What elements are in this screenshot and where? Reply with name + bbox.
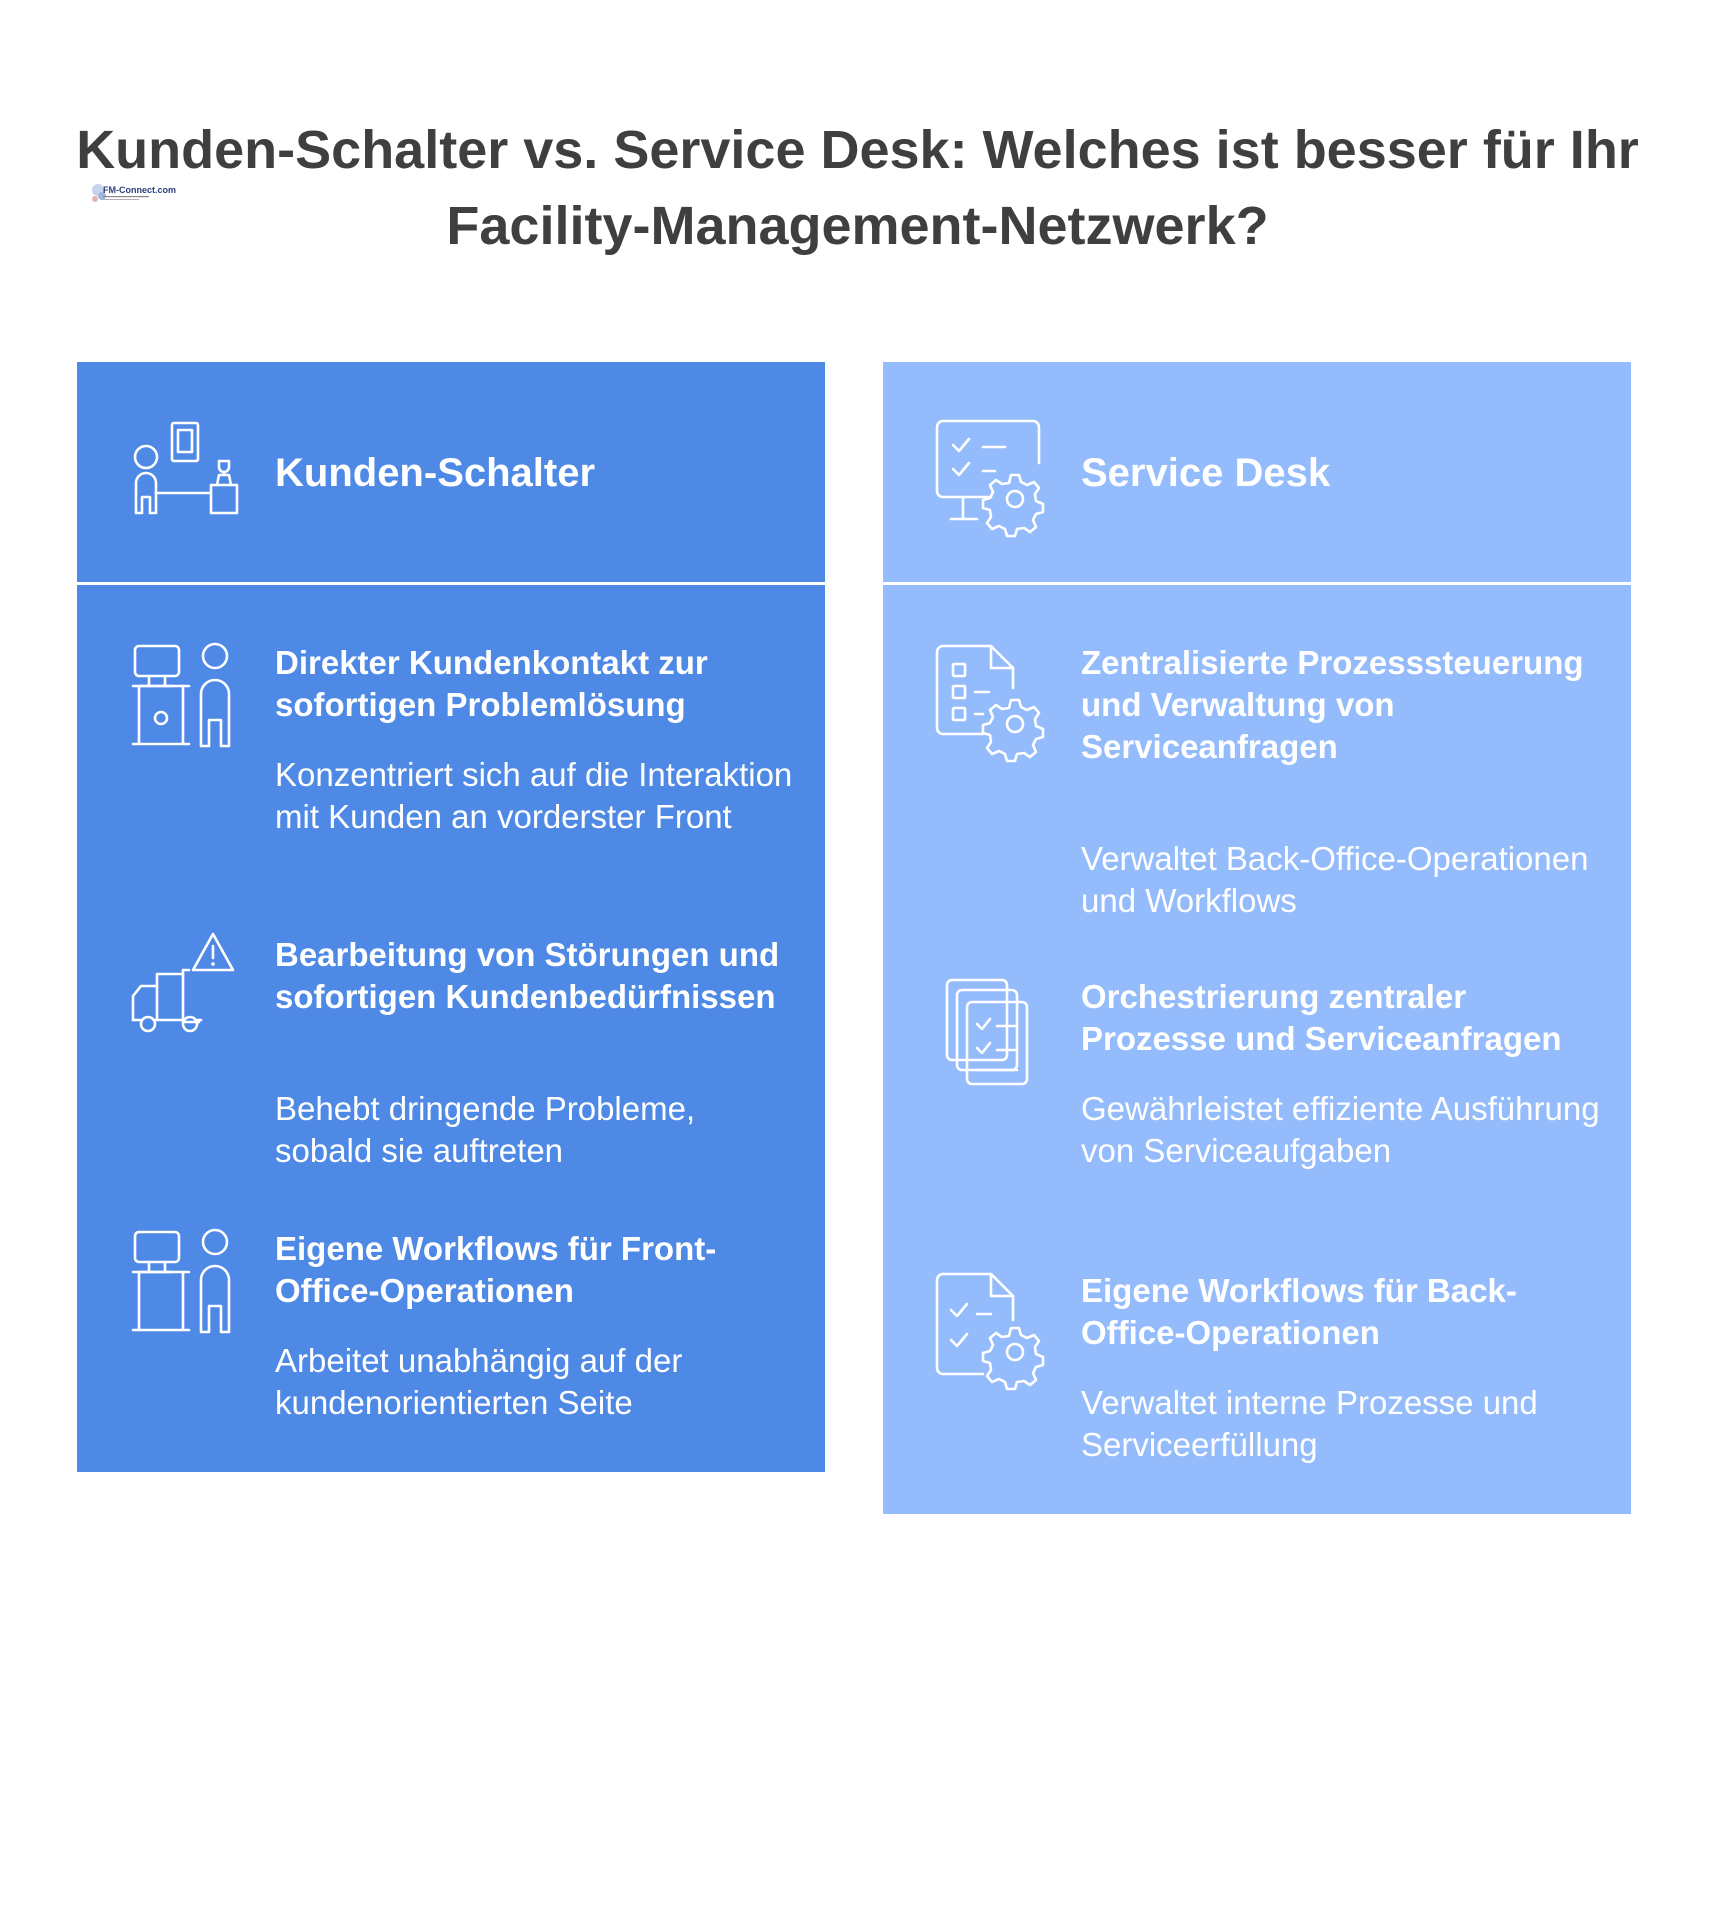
divider [883, 582, 1631, 585]
item-heading: Zentralisierte Prozesssteuerung und Verwaltung von Serviceanfragen [1081, 644, 1584, 765]
item-description: Behebt dringende Probleme, sobald sie auftreten [275, 1090, 696, 1169]
item-heading: Eigene Workflows für Front-Office-Operationen [275, 1230, 717, 1309]
stacked-checklists-icon [933, 976, 1045, 1088]
checklist-gear-icon [933, 1270, 1045, 1382]
customer-counter-panel [77, 362, 825, 1472]
service-desk-panel [883, 362, 1631, 1514]
item-description: Verwaltet Back-Office-Operationen und Workflows [1081, 840, 1589, 919]
item-description: Verwaltet interne Prozesse und Serviceerfüllung [1081, 1384, 1538, 1463]
truck-warning-icon [127, 934, 239, 1046]
document-list-gear-icon [933, 642, 1045, 754]
item-heading: Orchestrierung zentraler Prozesse und Serviceanfragen [1081, 978, 1562, 1057]
item-description: Konzentriert sich auf die Interaktion mit Kunden an vorderster Front [275, 756, 793, 835]
panel-title: Kunden-Schalter [275, 451, 596, 495]
monitor-checklist-gear-icon [933, 417, 1045, 529]
divider [77, 582, 825, 585]
person-at-counter-icon [127, 642, 239, 754]
panel-header [77, 362, 825, 582]
fm-connect-logo [90, 180, 176, 210]
panel-title: Service Desk [1081, 451, 1331, 495]
item-description: Arbeitet unabhängig auf der kundenorientierten Seite [275, 1342, 683, 1421]
item-description: Gewährleistet effiziente Ausführung von Serviceaufgaben [1081, 1090, 1600, 1169]
customer-counter-icon [127, 417, 239, 529]
svg-text:FM-Connect.com: FM-Connect.com [103, 185, 176, 195]
item-heading: Eigene Workflows für Back-Office-Operationen [1081, 1272, 1517, 1351]
item-heading: Direkter Kundenkontakt zur sofortigen Problemlösung [275, 644, 708, 723]
item-heading: Bearbeitung von Störungen und sofortigen Kundenbedürfnissen [275, 936, 780, 1015]
panel-header [883, 362, 1631, 582]
front-office-desk-icon [127, 1228, 239, 1340]
page-title: Kunden-Schalter vs. Service Desk: Welches ist besser für Ihr Facility-Management-Netzwerk? [76, 120, 1639, 256]
